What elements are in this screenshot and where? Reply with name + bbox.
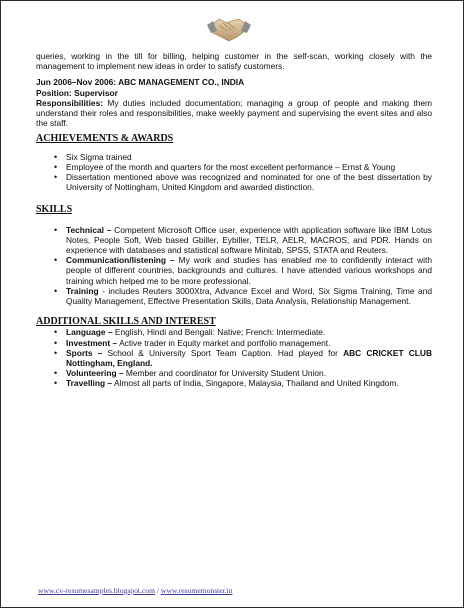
job-responsibilities bbox=[36, 98, 432, 129]
additional-title: ADDITIONAL SKILLS AND INTEREST bbox=[36, 316, 216, 328]
footer-link-blog[interactable]: www.cv-resumesamples.blogspot.com bbox=[38, 586, 155, 595]
footer-links bbox=[38, 586, 233, 595]
additional-label: Volunteering – bbox=[66, 368, 124, 379]
job-period-company: Jun 2006–Nov 2006: ABC MANAGEMENT CO., INDIA bbox=[36, 77, 245, 88]
footer-separator: / bbox=[154, 586, 161, 595]
skill-label: Training bbox=[66, 285, 99, 296]
additional-item bbox=[66, 368, 432, 378]
intro-paragraph: queries, working in the till for billing, helping customer in the self-scan, working closely with the management to implement new ideas in order to satisfy customers. bbox=[36, 51, 432, 72]
handshake-icon bbox=[207, 13, 251, 43]
additional-item bbox=[66, 378, 432, 388]
additional-item bbox=[66, 327, 432, 337]
skill-item bbox=[66, 255, 432, 286]
additional-text: Almost all parts of India, Singapore, Malaysia, Thailand and United Kingdom. bbox=[112, 378, 399, 389]
achievement-item: • Dissertation mentioned above was recognized and nominated for one of the best dissertation by University of Nottingham, United Kingdom and awarded distinction. bbox=[66, 172, 432, 192]
additional-text: Active trader in Equity market and portfolio management. bbox=[117, 337, 331, 348]
achievement-item: • Six Sigma trained bbox=[66, 152, 432, 162]
additional-list bbox=[36, 327, 432, 388]
resume-content bbox=[36, 51, 432, 389]
responsibilities-text: My duties included documentation; managing a group of people and making them understand their roles and responsibilities, make weekly payment and supervising the event sites and also the staff. bbox=[36, 97, 432, 129]
additional-text: English, Hindi and Bengali: Native; French: Intermediate. bbox=[112, 327, 326, 338]
skill-text: My work and studies has enabled me to confidently interact with people of different countries, backgrounds and cultures. I have attended various workshops and training which helped me to be more professional. bbox=[66, 255, 432, 286]
additional-item bbox=[66, 348, 432, 368]
job-entry bbox=[36, 77, 432, 128]
skill-item bbox=[66, 286, 432, 306]
achievements-title: ACHIEVEMENTS & AWARDS bbox=[36, 133, 174, 145]
skills-title: SKILLS bbox=[36, 204, 73, 216]
skill-label: Communication/listening – bbox=[66, 255, 175, 266]
skills-list bbox=[36, 225, 432, 307]
additional-text: Member and coordinator for University Student Union. bbox=[123, 368, 327, 379]
responsibilities-label: Responsibilities: bbox=[36, 97, 104, 108]
additional-label: Travelling – bbox=[66, 378, 113, 389]
achievement-item: • Employee of the month and quarters for the most excellent performance – Ernst & Young bbox=[66, 162, 432, 172]
skill-text: Competent Microsoft Office user, experience with application software like IBM Lotus Notes, People Soft, Web based Gbiller, Eybiller, TELR, AELR, MACROS, and PDR. Hands on experience with databases and statistical software Minitab, SPSS, STATA and Reuters. bbox=[66, 224, 432, 256]
additional-label: Investment – bbox=[66, 337, 118, 348]
additional-item bbox=[66, 338, 432, 348]
additional-highlight: ABC CRICKET CLUB Nottingham, England. bbox=[66, 347, 432, 369]
skill-text: - includes Reuters 3000Xtra, Advance Excel and Word, Six Sigma Training, Time and Quality Management, Effective Presentation Skills, Data Analysis, Relationship Management. bbox=[66, 285, 432, 307]
skill-label: Technical – bbox=[66, 224, 112, 235]
additional-label: Language – bbox=[66, 327, 113, 338]
job-position: Position: Supervisor bbox=[36, 87, 118, 98]
achievements-list bbox=[36, 152, 432, 193]
additional-label: Sports – bbox=[66, 347, 103, 358]
skill-item bbox=[66, 225, 432, 256]
additional-text: School & University Sport Team Caption. Had played for bbox=[102, 347, 344, 358]
footer-link-site[interactable]: www.resumemonster.in bbox=[160, 586, 233, 595]
